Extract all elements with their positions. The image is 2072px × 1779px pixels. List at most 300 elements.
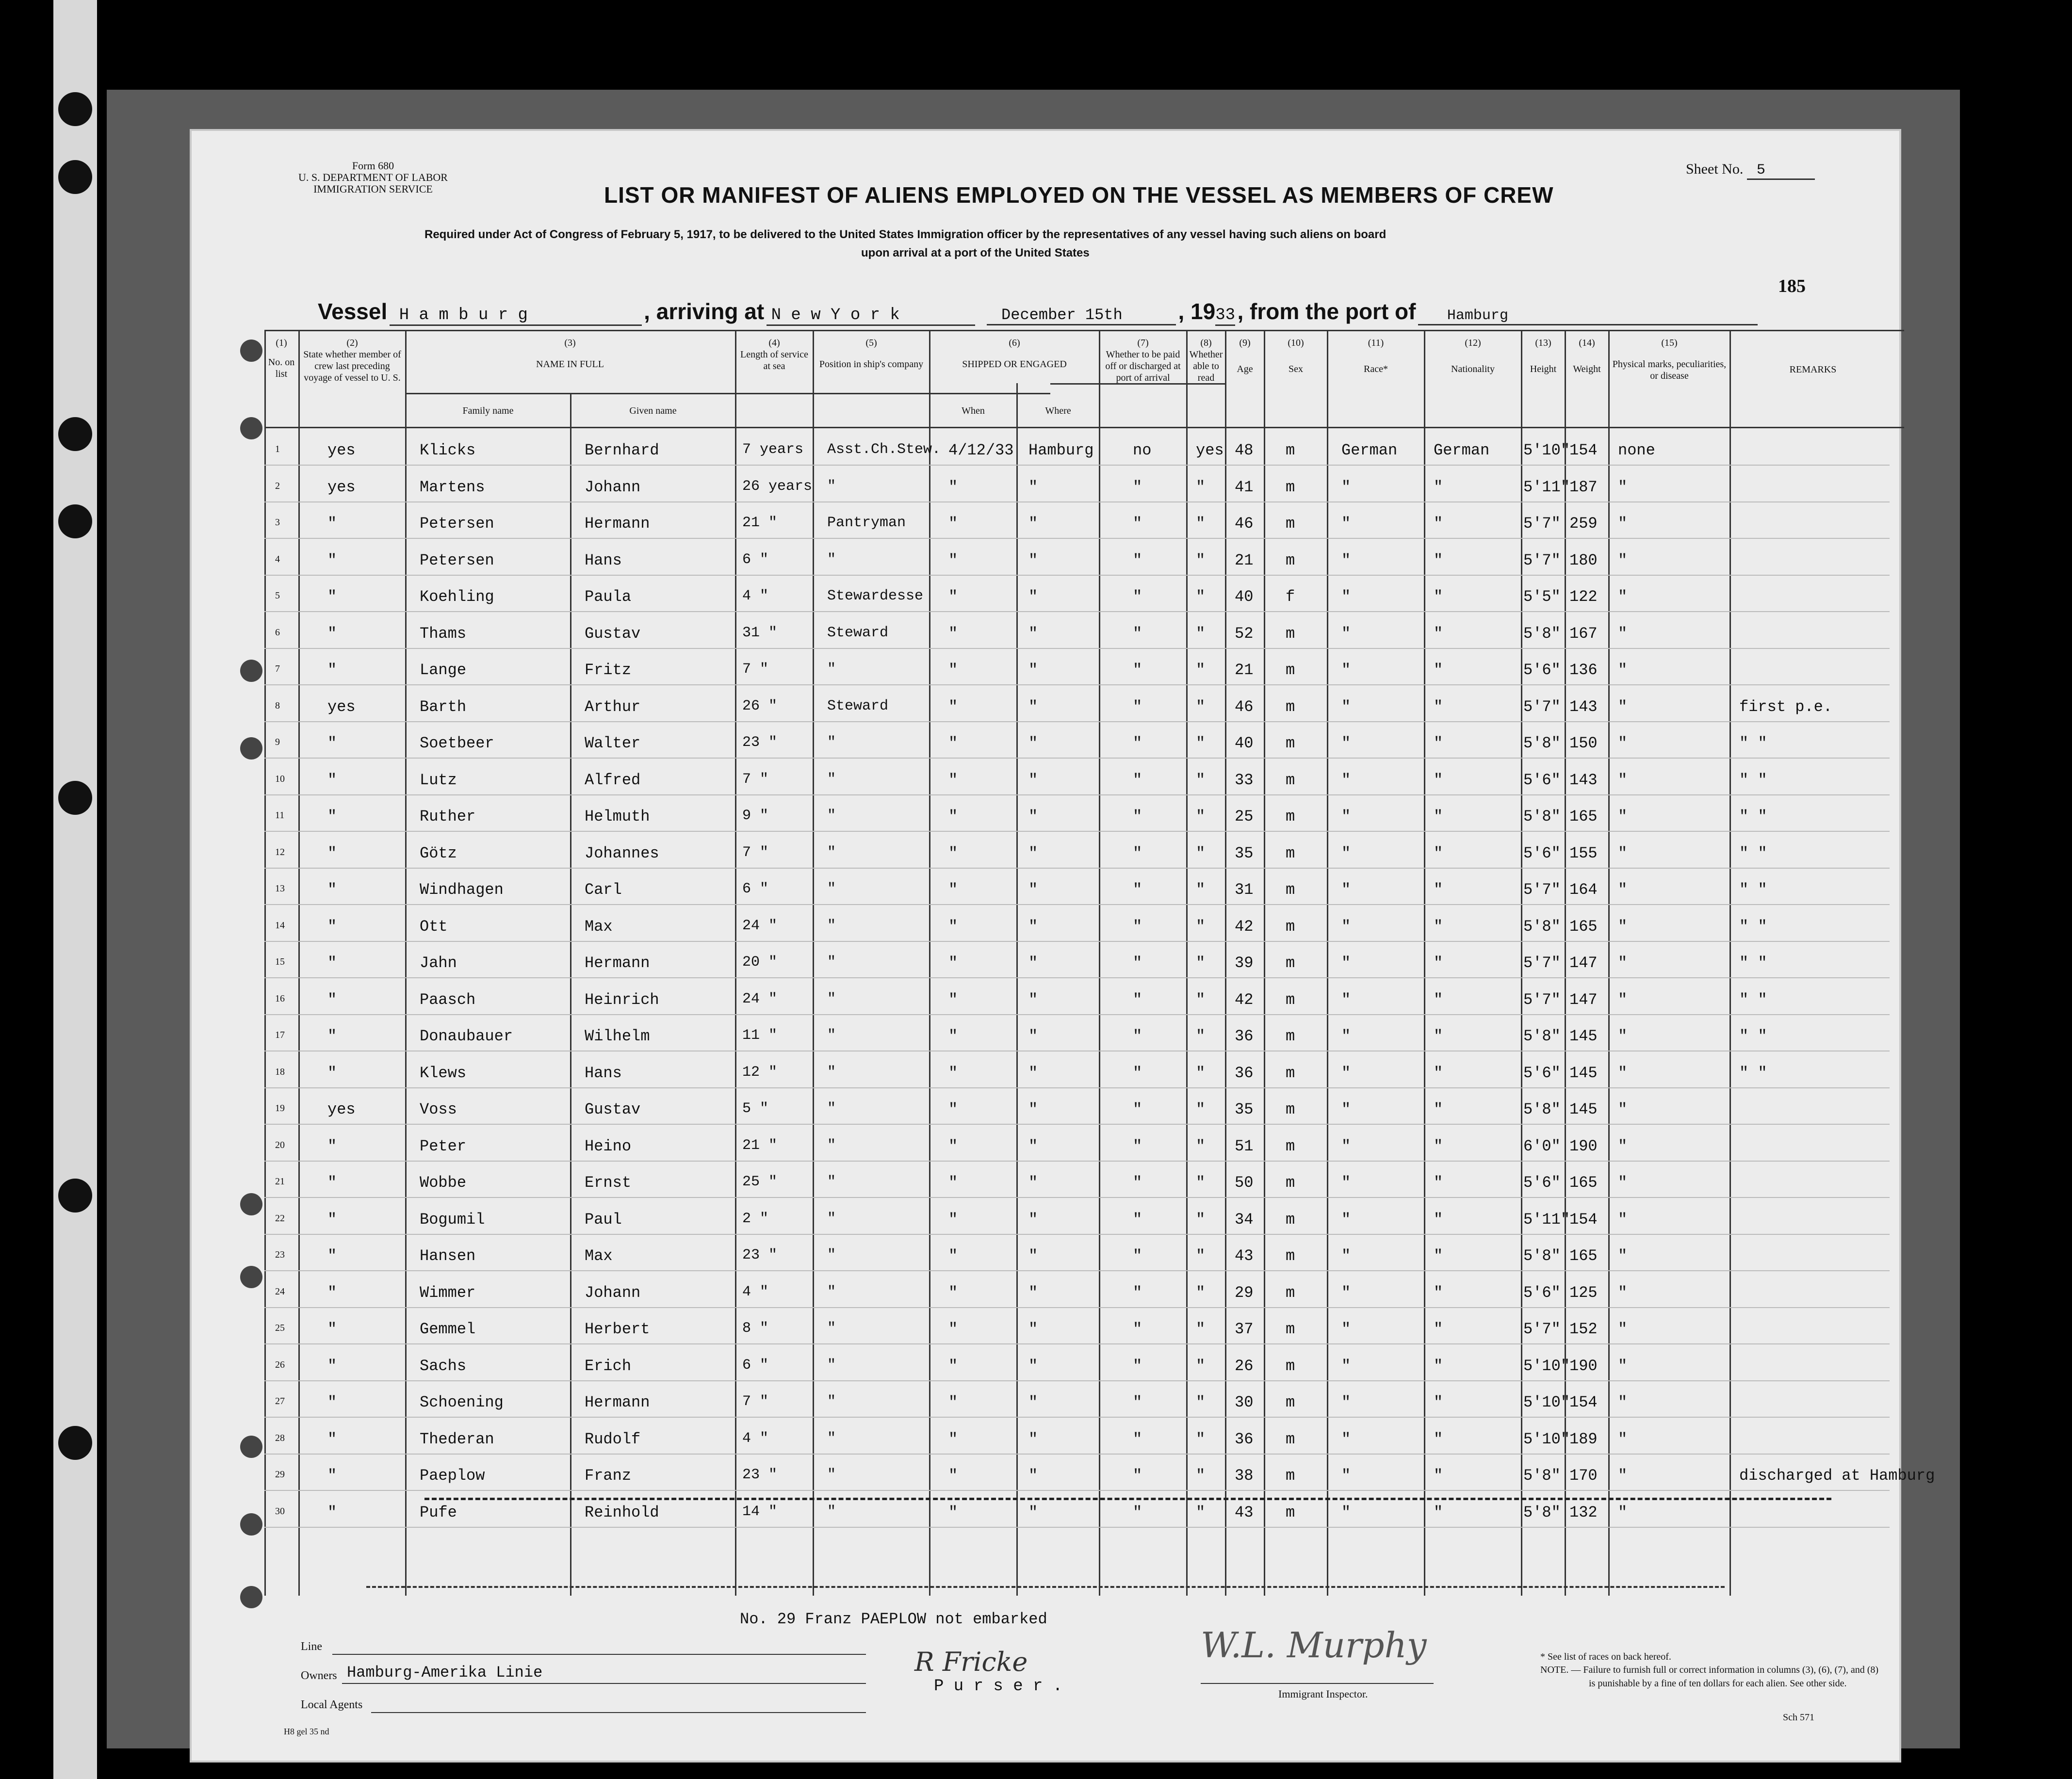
from-port-label: , from the port of: [1237, 299, 1416, 324]
shipped-where-cell: ": [1028, 1357, 1038, 1375]
col-header-when: When: [962, 405, 985, 416]
physical-marks-cell: ": [1618, 515, 1628, 533]
col-header-shipped: (6) SHIPPED OR ENGAGED: [962, 338, 1067, 370]
shipped-when-cell: ": [948, 551, 958, 569]
nationality-cell: ": [1434, 515, 1443, 533]
nationality-cell: ": [1434, 1247, 1443, 1265]
shipped-where-cell: ": [1028, 1064, 1038, 1082]
shipped-when-cell: ": [948, 954, 958, 972]
paid-off-cell: ": [1133, 1027, 1142, 1045]
family-name-cell: Klews: [420, 1064, 467, 1082]
race-cell: ": [1341, 1320, 1351, 1338]
physical-marks-cell: ": [1618, 844, 1628, 862]
shipped-when-cell: ": [948, 1027, 958, 1045]
shipped-where-cell: ": [1028, 1247, 1038, 1265]
physical-marks-cell: ": [1618, 661, 1628, 679]
arriving-label: , arriving at: [644, 299, 765, 324]
shipped-when-cell: ": [948, 1174, 958, 1192]
height-cell: 5'10": [1523, 1430, 1570, 1448]
family-name-cell: Thams: [420, 624, 467, 643]
sex-cell: m: [1286, 1027, 1295, 1045]
shipped-when-cell: ": [948, 1430, 958, 1448]
remarks-cell: " ": [1739, 771, 1767, 789]
height-cell: 5'7": [1523, 1320, 1561, 1338]
race-cell: ": [1341, 1064, 1351, 1082]
remarks-cell: " ": [1739, 1027, 1767, 1045]
family-name-cell: Pufe: [420, 1503, 457, 1521]
physical-marks-cell: ": [1618, 1027, 1628, 1045]
family-name-cell: Gemmel: [420, 1320, 476, 1338]
height-cell: 5'7": [1523, 881, 1561, 899]
position-cell: ": [827, 808, 836, 824]
age-cell: 43: [1235, 1247, 1254, 1265]
shipped-when-cell: ": [948, 515, 958, 533]
row-number-cell: 15: [275, 956, 285, 967]
race-cell: ": [1341, 954, 1351, 972]
previous-voyage-cell: ": [327, 588, 337, 606]
physical-marks-cell: ": [1618, 1320, 1628, 1338]
family-name-cell: Sachs: [420, 1357, 467, 1375]
shipped-when-cell: ": [948, 1137, 958, 1155]
able-to-read-cell: ": [1196, 808, 1206, 825]
height-cell: 5'6": [1523, 1174, 1561, 1192]
service-length-cell: 24 ": [742, 917, 778, 934]
nationality-cell: ": [1434, 1210, 1443, 1229]
weight-cell: 152: [1569, 1320, 1598, 1338]
service-length-cell: 26 years: [742, 478, 813, 495]
weight-cell: 145: [1569, 1100, 1598, 1118]
given-name-cell: Johann: [585, 478, 641, 496]
form-department: U. S. DEPARTMENT OF LABOR: [298, 171, 448, 183]
height-cell: 5'5": [1523, 588, 1561, 606]
paid-off-cell: ": [1133, 661, 1142, 679]
service-length-cell: 21 ": [742, 515, 778, 531]
previous-voyage-cell: ": [327, 624, 337, 643]
paid-off-cell: ": [1133, 1357, 1142, 1375]
height-cell: 5'6": [1523, 844, 1561, 862]
previous-voyage-cell: ": [327, 1137, 337, 1155]
able-to-read-cell: ": [1196, 1393, 1206, 1411]
form-header: [298, 160, 448, 195]
shipped-when-cell: ": [948, 881, 958, 899]
able-to-read-cell: ": [1196, 1357, 1206, 1375]
physical-marks-cell: ": [1618, 697, 1628, 716]
row-number-cell: 8: [275, 700, 280, 711]
family-name-cell: Koehling: [420, 588, 494, 606]
given-name-cell: Paula: [585, 588, 632, 606]
shipped-where-cell: ": [1028, 954, 1038, 972]
paid-off-cell: ": [1133, 917, 1142, 936]
position-cell: ": [827, 1247, 836, 1263]
row-number-cell: 28: [275, 1432, 285, 1443]
vessel-label: Vessel: [318, 299, 388, 324]
family-name-cell: Lange: [420, 661, 467, 679]
physical-marks-cell: ": [1618, 1137, 1628, 1155]
physical-marks-cell: ": [1618, 1100, 1628, 1118]
year-prefix: , 19: [1178, 299, 1216, 324]
height-cell: 5'7": [1523, 954, 1561, 972]
shipped-where-cell: ": [1028, 844, 1038, 862]
height-cell: 5'7": [1523, 515, 1561, 533]
sex-cell: m: [1286, 1503, 1295, 1521]
stamped-page-number: 185: [1778, 276, 1806, 296]
paid-off-cell: ": [1133, 844, 1142, 862]
position-cell: ": [827, 1210, 836, 1227]
able-to-read-cell: ": [1196, 697, 1206, 716]
age-cell: 35: [1235, 1100, 1254, 1118]
weight-cell: 167: [1569, 624, 1598, 643]
given-name-cell: Erich: [585, 1357, 632, 1375]
nationality-cell: ": [1434, 1430, 1443, 1448]
age-cell: 25: [1235, 808, 1254, 825]
position-cell: ": [827, 1174, 836, 1190]
physical-marks-cell: ": [1618, 1357, 1628, 1375]
age-cell: 40: [1235, 588, 1254, 606]
physical-marks-cell: ": [1618, 551, 1628, 569]
sex-cell: m: [1286, 808, 1295, 825]
weight-cell: 145: [1569, 1064, 1598, 1082]
height-cell: 5'10": [1523, 441, 1570, 459]
sheet-number: [1686, 161, 1815, 180]
service-length-cell: 8 ": [742, 1320, 769, 1337]
weight-cell: 143: [1569, 771, 1598, 789]
able-to-read-cell: ": [1196, 1320, 1206, 1338]
previous-voyage-cell: ": [327, 1283, 337, 1302]
family-name-cell: Lutz: [420, 771, 457, 789]
age-cell: 37: [1235, 1320, 1254, 1338]
able-to-read-cell: ": [1196, 1247, 1206, 1265]
position-cell: ": [827, 1283, 836, 1300]
shipped-when-cell: ": [948, 588, 958, 606]
given-name-cell: Johann: [585, 1283, 641, 1302]
family-name-cell: Paeplow: [420, 1467, 485, 1485]
position-cell: ": [827, 1357, 836, 1374]
previous-voyage-cell: ": [327, 1320, 337, 1338]
able-to-read-cell: ": [1196, 478, 1206, 496]
able-to-read-cell: ": [1196, 1027, 1206, 1045]
given-name-cell: Alfred: [585, 771, 641, 789]
weight-cell: 154: [1569, 1393, 1598, 1411]
height-cell: 5'8": [1523, 808, 1561, 825]
remarks-cell: " ": [1739, 881, 1767, 899]
row-number-cell: 26: [275, 1359, 285, 1370]
height-cell: 5'6": [1523, 1283, 1561, 1302]
service-length-cell: 31 ": [742, 624, 778, 641]
weight-cell: 136: [1569, 661, 1598, 679]
age-cell: 33: [1235, 771, 1254, 789]
paid-off-cell: ": [1133, 1100, 1142, 1118]
race-cell: ": [1341, 1174, 1351, 1192]
purser-signature: R Fricke: [914, 1647, 1028, 1677]
able-to-read-cell: ": [1196, 844, 1206, 862]
weight-cell: 147: [1569, 954, 1598, 972]
nationality-cell: ": [1434, 1027, 1443, 1045]
previous-voyage-cell: ": [327, 917, 337, 936]
age-cell: 31: [1235, 881, 1254, 899]
able-to-read-cell: ": [1196, 1430, 1206, 1448]
paid-off-cell: ": [1133, 588, 1142, 606]
height-cell: 5'8": [1523, 1467, 1561, 1485]
sex-cell: m: [1286, 1283, 1295, 1302]
col-header-given-name: Given name: [629, 405, 677, 416]
shipped-where-cell: ": [1028, 478, 1038, 496]
end-dashed-line: [366, 1586, 1725, 1588]
position-cell: ": [827, 661, 836, 678]
age-cell: 36: [1235, 1064, 1254, 1082]
family-name-cell: Martens: [420, 478, 485, 496]
age-cell: 41: [1235, 478, 1254, 496]
shipped-when-cell: ": [948, 1247, 958, 1265]
row-number-cell: 11: [275, 810, 285, 821]
service-length-cell: 23 ": [742, 1247, 778, 1263]
remarks-cell: first p.e.: [1739, 697, 1833, 716]
race-cell: ": [1341, 1503, 1351, 1521]
physical-marks-cell: ": [1618, 734, 1628, 752]
family-name-cell: Donaubauer: [420, 1027, 513, 1045]
sex-cell: m: [1286, 551, 1295, 569]
nationality-cell: ": [1434, 1064, 1443, 1082]
position-cell: ": [827, 1503, 836, 1520]
row-number-cell: 24: [275, 1286, 285, 1297]
able-to-read-cell: yes: [1196, 441, 1224, 459]
previous-voyage-cell: ": [327, 954, 337, 972]
service-length-cell: 5 ": [742, 1100, 769, 1117]
sex-cell: m: [1286, 1137, 1295, 1155]
print-code: H8 gel 35 nd: [284, 1727, 329, 1736]
row-number-cell: 25: [275, 1323, 285, 1333]
age-cell: 21: [1235, 661, 1254, 679]
able-to-read-cell: ": [1196, 917, 1206, 936]
paid-off-cell: ": [1133, 990, 1142, 1009]
given-name-cell: Carl: [585, 881, 622, 899]
fine-note-2: is punishable by a fine of ten dollars for each alien. See other side.: [1589, 1678, 1847, 1689]
line-label: Line: [301, 1640, 322, 1653]
age-cell: 36: [1235, 1027, 1254, 1045]
remarks-cell: " ": [1739, 808, 1767, 825]
sex-cell: m: [1286, 1100, 1295, 1118]
given-name-cell: Walter: [585, 734, 641, 752]
shipped-where-cell: ": [1028, 551, 1038, 569]
age-cell: 29: [1235, 1283, 1254, 1302]
col-header-paid-off: (7) Whether to be paid off or discharged at port of arrival: [1105, 338, 1181, 383]
given-name-cell: Herbert: [585, 1320, 650, 1338]
previous-voyage-cell: ": [327, 1027, 337, 1045]
physical-marks-cell: none: [1618, 441, 1655, 459]
previous-voyage-cell: ": [327, 515, 337, 533]
paid-off-cell: ": [1133, 478, 1142, 496]
physical-marks-cell: ": [1618, 1430, 1628, 1448]
shipped-where-cell: ": [1028, 1210, 1038, 1229]
given-name-cell: Reinhold: [585, 1503, 659, 1521]
given-name-cell: Hermann: [585, 954, 650, 972]
sex-cell: m: [1286, 1467, 1295, 1485]
weight-cell: 165: [1569, 917, 1598, 936]
paid-off-cell: ": [1133, 1174, 1142, 1192]
page-title: LIST OR MANIFEST OF ALIENS EMPLOYED ON THE VESSEL AS MEMBERS OF CREW: [604, 182, 1554, 208]
paid-off-cell: ": [1133, 1320, 1142, 1338]
embark-note: No. 29 Franz PAEPLOW not embarked: [740, 1610, 1047, 1628]
weight-cell: 154: [1569, 1210, 1598, 1229]
shipped-where-cell: ": [1028, 1027, 1038, 1045]
able-to-read-cell: ": [1196, 734, 1206, 752]
remarks-cell: discharged at Hamburg: [1739, 1467, 1935, 1485]
physical-marks-cell: ": [1618, 1210, 1628, 1229]
age-cell: 42: [1235, 917, 1254, 936]
paid-off-cell: ": [1133, 1137, 1142, 1155]
sex-cell: m: [1286, 1320, 1295, 1338]
weight-cell: 190: [1569, 1137, 1598, 1155]
family-name-cell: Petersen: [420, 551, 494, 569]
race-cell: ": [1341, 808, 1351, 825]
service-length-cell: 4 ": [742, 1283, 769, 1300]
shipped-where-cell: ": [1028, 1320, 1038, 1338]
service-length-cell: 7 years: [742, 441, 804, 458]
age-cell: 34: [1235, 1210, 1254, 1229]
row-number-cell: 20: [275, 1139, 285, 1150]
sex-cell: m: [1286, 954, 1295, 972]
race-cell: ": [1341, 1357, 1351, 1375]
col-header-age: (9) Age: [1237, 338, 1253, 374]
service-length-cell: 23 ": [742, 734, 778, 751]
family-name-cell: Soetbeer: [420, 734, 494, 752]
row-number-cell: 14: [275, 920, 285, 931]
weight-cell: 145: [1569, 1027, 1598, 1045]
sex-cell: m: [1286, 515, 1295, 533]
row-number-cell: 9: [275, 737, 280, 747]
service-length-cell: 9 ": [742, 808, 769, 824]
able-to-read-cell: ": [1196, 1283, 1206, 1302]
nationality-cell: ": [1434, 1174, 1443, 1192]
able-to-read-cell: ": [1196, 515, 1206, 533]
able-to-read-cell: ": [1196, 1174, 1206, 1192]
previous-voyage-cell: ": [327, 734, 337, 752]
shipped-where-cell: ": [1028, 771, 1038, 789]
race-cell: ": [1341, 917, 1351, 936]
row-number-cell: 17: [275, 1030, 285, 1040]
year-suffix: 33: [1215, 306, 1235, 326]
paid-off-cell: ": [1133, 1503, 1142, 1521]
service-length-cell: 21 ": [742, 1137, 778, 1154]
col-header-where: Where: [1045, 405, 1071, 416]
shipped-where-cell: ": [1028, 1467, 1038, 1485]
race-cell: ": [1341, 1027, 1351, 1045]
row-number-cell: 19: [275, 1103, 285, 1114]
purser-label: P u r s e r .: [934, 1677, 1063, 1696]
race-cell: ": [1341, 734, 1351, 752]
shipped-when-cell: ": [948, 771, 958, 789]
given-name-cell: Hermann: [585, 515, 650, 533]
nationality-cell: ": [1434, 624, 1443, 643]
age-cell: 21: [1235, 551, 1254, 569]
position-cell: ": [827, 771, 836, 788]
col-header-weight: (14) Weight: [1573, 338, 1601, 374]
sex-cell: m: [1286, 1393, 1295, 1411]
sex-cell: m: [1286, 1064, 1295, 1082]
given-name-cell: Bernhard: [585, 441, 659, 459]
service-length-cell: 4 ": [742, 1430, 769, 1447]
height-cell: 5'8": [1523, 734, 1561, 752]
height-cell: 5'10": [1523, 1357, 1570, 1375]
height-cell: 5'8": [1523, 1027, 1561, 1045]
shipped-where-cell: ": [1028, 1137, 1038, 1155]
remarks-cell: " ": [1739, 734, 1767, 752]
service-length-cell: 7 ": [742, 661, 769, 678]
age-cell: 35: [1235, 844, 1254, 862]
family-name-cell: Windhagen: [420, 881, 504, 899]
age-cell: 52: [1235, 624, 1254, 643]
weight-cell: 165: [1569, 1174, 1598, 1192]
shipped-when-cell: ": [948, 1320, 958, 1338]
height-cell: 5'8": [1523, 1247, 1561, 1265]
given-name-cell: Fritz: [585, 661, 632, 679]
family-name-cell: Schoening: [420, 1393, 504, 1411]
paid-off-cell: ": [1133, 734, 1142, 752]
paid-off-cell: ": [1133, 624, 1142, 643]
shipped-where-cell: ": [1028, 734, 1038, 752]
given-name-cell: Gustav: [585, 624, 641, 643]
position-cell: ": [827, 734, 836, 751]
race-cell: ": [1341, 844, 1351, 862]
race-cell: ": [1341, 1247, 1351, 1265]
shipped-where-cell: ": [1028, 588, 1038, 606]
able-to-read-cell: ": [1196, 1503, 1206, 1521]
shipped-when-cell: ": [948, 808, 958, 825]
nationality-cell: ": [1434, 954, 1443, 972]
manifest-page: [192, 131, 1935, 1761]
family-name-cell: Barth: [420, 697, 467, 716]
height-cell: 5'7": [1523, 697, 1561, 716]
sex-cell: m: [1286, 1430, 1295, 1448]
previous-voyage-cell: ": [327, 1210, 337, 1229]
nationality-cell: ": [1434, 990, 1443, 1009]
local-agents-label: Local Agents: [301, 1698, 363, 1711]
shipped-where-cell: ": [1028, 1174, 1038, 1192]
age-cell: 43: [1235, 1503, 1254, 1521]
weight-cell: 189: [1569, 1430, 1598, 1448]
row-number-cell: 18: [275, 1066, 285, 1077]
position-cell: ": [827, 551, 836, 568]
position-cell: ": [827, 478, 836, 495]
age-cell: 36: [1235, 1430, 1254, 1448]
given-name-cell: Hans: [585, 551, 622, 569]
col-header-position: (5) Position in ship's company: [819, 338, 924, 370]
weight-cell: 180: [1569, 551, 1598, 569]
shipped-where-cell: ": [1028, 808, 1038, 825]
sex-cell: m: [1286, 844, 1295, 862]
nationality-cell: ": [1434, 808, 1443, 825]
previous-voyage-cell: yes: [327, 697, 356, 716]
able-to-read-cell: ": [1196, 661, 1206, 679]
weight-cell: 143: [1569, 697, 1598, 716]
previous-voyage-cell: ": [327, 1247, 337, 1265]
remarks-cell: " ": [1739, 844, 1767, 862]
col-header-family-name: Family name: [462, 405, 514, 416]
position-cell: ": [827, 1467, 836, 1483]
race-cell: ": [1341, 881, 1351, 899]
row-number-cell: 5: [275, 590, 280, 601]
sheet-label: Sheet No.: [1686, 161, 1744, 177]
given-name-cell: Gustav: [585, 1100, 641, 1118]
microfilm-edge-strip: [53, 0, 97, 1779]
shipped-where-cell: ": [1028, 515, 1038, 533]
row-number-cell: 13: [275, 883, 285, 894]
shipped-when-cell: ": [948, 697, 958, 716]
paid-off-cell: ": [1133, 1430, 1142, 1448]
shipped-where-cell: ": [1028, 1503, 1038, 1521]
row-number-cell: 29: [275, 1469, 285, 1480]
previous-voyage-cell: ": [327, 990, 337, 1009]
shipped-when-cell: ": [948, 1100, 958, 1118]
